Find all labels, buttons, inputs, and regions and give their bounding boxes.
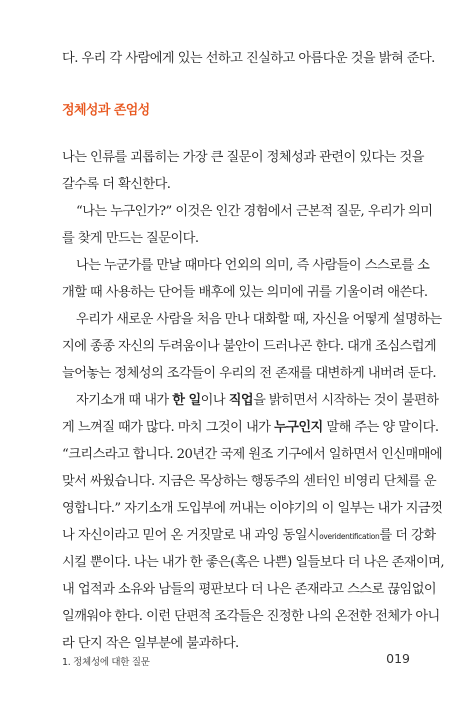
paragraph-line: 맞서 싸웠습니다. 지금은 목상하는 행동주의 센터인 비영리 단체를 운 — [62, 474, 437, 489]
paragraph-line: 라 단지 작은 일부분에 불과하다. — [62, 636, 239, 651]
emphasis-text: 누구인지 — [273, 420, 323, 435]
paragraph-line: 를 찾게 만드는 질문이다. — [62, 231, 199, 246]
paragraph-line — [76, 392, 439, 410]
emphasis-text: 한 일 — [172, 393, 201, 408]
text-run: 자기소개 때 내가 — [76, 393, 173, 408]
section-heading: 정체성과 존엄성 — [62, 103, 150, 118]
text-run: 을 밝히면서 시작하는 것이 불편하 — [253, 393, 439, 408]
paragraph-line: 영합니다.” 자기소개 도입부에 꺼내는 이야기의 이 일부는 내가 지금껏 — [62, 501, 443, 516]
paragraph-line: 일깨워야 한다. 이런 단편적 조각들은 진정한 나의 온전한 전체가 아니 — [62, 609, 440, 624]
text-run: 이나 — [200, 393, 229, 408]
text-run: 게 느껴질 때가 많다. 마치 그것이 내가 — [62, 420, 274, 435]
gloss-text: overidentification — [319, 532, 380, 541]
paragraph-line: 나는 인류를 괴롭히는 가장 큰 질문이 정체성과 관련이 있다는 것을 — [62, 150, 424, 165]
emphasis-text: 직업 — [228, 393, 254, 408]
paragraph-line — [62, 419, 439, 437]
text-run: 나 자신이라고 믿어 온 거짓말로 내 과잉 동일시 — [62, 528, 320, 543]
paragraph-line: “나는 누구인가?” 이것은 인간 경험에서 근본적 질문, 우리가 의미 — [76, 204, 433, 219]
paragraph-line: 다. 우리 각 사람에게 있는 선하고 진실하고 아름다운 것을 밝혀 준다. — [62, 51, 435, 66]
page-number: 019 — [386, 651, 410, 666]
paragraph-line — [62, 527, 436, 546]
paragraph-line: 시킬 뿐이다. 나는 내가 한 좋은(혹은 나쁜) 일들보다 더 나은 존재이며, — [62, 555, 444, 570]
paragraph-line: 우리가 새로운 사람을 처음 만나 대화할 때, 자신을 어떻게 설명하는 — [76, 312, 442, 327]
paragraph-line: 개할 때 사용하는 단어들 배후에 있는 의미에 귀를 기울이려 애쓴다. — [62, 285, 428, 300]
paragraph-line: 갈수록 더 확신한다. — [62, 177, 171, 192]
running-footer-chapter: 1. 정체성에 대한 질문 — [62, 657, 150, 668]
text-run: 말해 주는 양 말이다. — [322, 420, 439, 435]
paragraph-line: 나는 누군가를 만날 때마다 언외의 의미, 즉 사람들이 스스로를 소 — [76, 258, 430, 273]
paragraph-line: 내 업적과 소유와 남들의 평판보다 더 나은 존재라고 스스로 끊임없이 — [62, 582, 437, 597]
text-run: 를 더 강화 — [379, 528, 436, 543]
paragraph-line: 지에 종종 자신의 두려움이나 불안이 드러나곤 한다. 대개 조심스럽게 — [62, 339, 437, 354]
paragraph-line: “크리스라고 합니다. 20년간 국제 원조 기구에서 일하면서 인신매매에 — [62, 447, 443, 462]
paragraph-line: 늘어놓는 정체성의 조각들이 우리의 전 존재를 대변하게 내버려 둔다. — [62, 366, 437, 381]
